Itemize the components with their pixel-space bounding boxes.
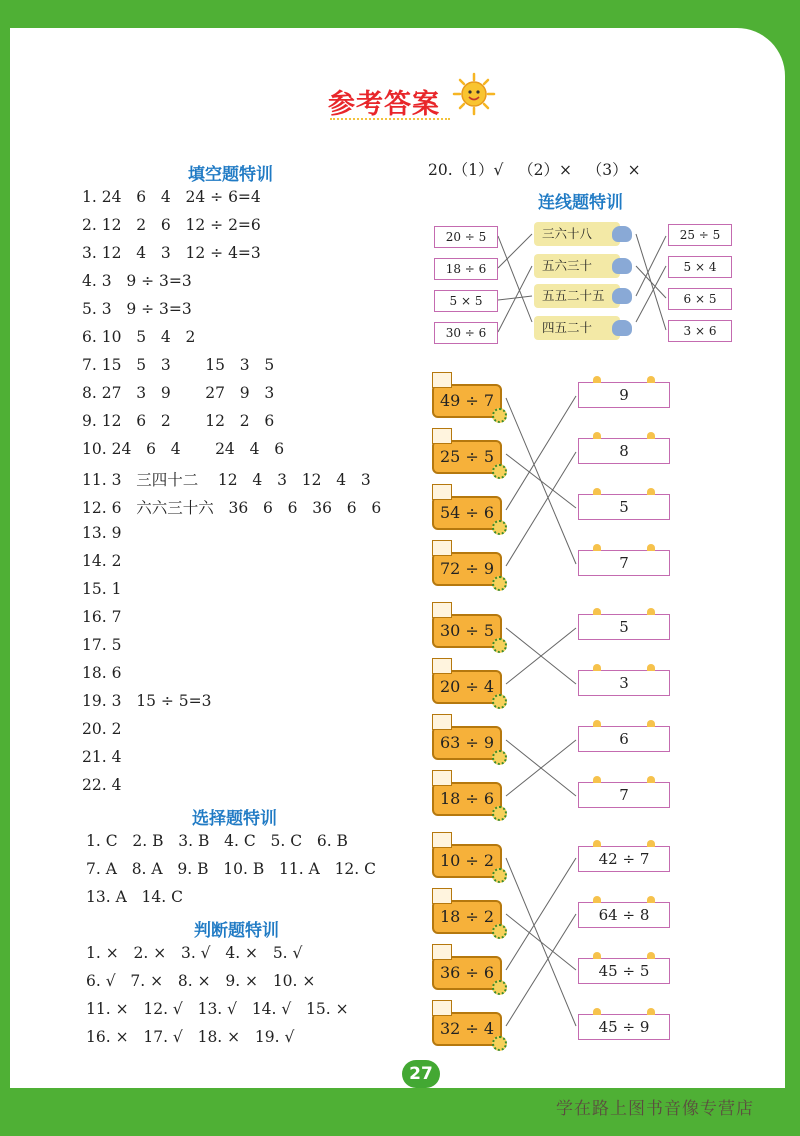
gear-icon	[492, 694, 507, 709]
choice-answers-row-3: 13. A 14. C	[86, 888, 183, 906]
division-card	[432, 900, 502, 934]
cat-tag-icon	[432, 888, 452, 904]
fill-answer-6: 6. 10 5 4 2	[82, 328, 196, 346]
ear-icon	[647, 1008, 655, 1015]
gear-icon	[492, 1036, 507, 1051]
page-title: 参考答案	[328, 89, 440, 120]
ear-icon	[593, 952, 601, 959]
ear-icon	[593, 488, 601, 495]
elephant-icon	[612, 320, 632, 336]
card-expression: 10 ÷ 2	[439, 851, 495, 870]
gear-icon	[492, 638, 507, 653]
ear-icon	[593, 376, 601, 383]
small-right-box-2: 5 × 4	[668, 256, 732, 278]
fill-answer-3: 3. 12 4 3 12 ÷ 4=3	[82, 244, 261, 262]
small-middle-box-4: 四五二十	[534, 316, 620, 340]
fill-answer-1: 1. 24 6 4 24 ÷ 6=4	[82, 188, 261, 206]
gear-icon	[492, 750, 507, 765]
division-card	[432, 1012, 502, 1046]
fill-answer-4: 4. 3 9 ÷ 3=3	[82, 272, 192, 290]
link-line	[498, 236, 532, 322]
answer-value: 7	[619, 786, 629, 804]
choice-answers-row-1: 1. C 2. B 3. B 4. C 5. C 6. B	[86, 832, 348, 850]
ear-icon	[593, 840, 601, 847]
small-middle-box-3: 五五二十五	[534, 284, 620, 308]
answer-box	[578, 382, 670, 408]
fill-answer-19: 19. 3 15 ÷ 5=3	[82, 692, 212, 710]
ear-icon	[647, 896, 655, 903]
division-card	[432, 496, 502, 530]
cat-tag-icon	[432, 540, 452, 556]
ear-icon	[647, 720, 655, 727]
ear-icon	[647, 776, 655, 783]
fill-answer-2: 2. 12 2 6 12 ÷ 2=6	[82, 216, 261, 234]
small-left-box-2: 18 ÷ 6	[434, 258, 498, 280]
answer-box	[578, 550, 670, 576]
judge-answers-row-1: 1. × 2. × 3. √ 4. × 5. √	[86, 944, 303, 962]
small-right-box-4: 3 × 6	[668, 320, 732, 342]
answer-value: 3	[619, 674, 629, 692]
card-expression: 49 ÷ 7	[439, 391, 495, 410]
division-card	[432, 782, 502, 816]
fill-answer-17: 17. 5	[82, 636, 122, 654]
fill-answer-14: 14. 2	[82, 552, 122, 570]
ear-icon	[593, 544, 601, 551]
link-line	[506, 914, 576, 1026]
section-choice-title: 选择题特训	[192, 809, 277, 829]
judge-answers-row-4: 16. × 17. √ 18. × 19. √	[86, 1028, 295, 1046]
card-expression: 36 ÷ 6	[439, 963, 495, 982]
ear-icon	[593, 432, 601, 439]
gear-icon	[492, 924, 507, 939]
fill-answer-18: 18. 6	[82, 664, 122, 682]
answer-box	[578, 438, 670, 464]
fill-answer-7: 7. 15 5 3 15 3 5	[82, 356, 275, 374]
fill-answer-8: 8. 27 3 9 27 9 3	[82, 384, 275, 402]
gear-icon	[492, 576, 507, 591]
division-card	[432, 552, 502, 586]
cat-tag-icon	[432, 428, 452, 444]
answer-box	[578, 1014, 670, 1040]
division-card	[432, 440, 502, 474]
division-card	[432, 844, 502, 878]
ear-icon	[647, 840, 655, 847]
cat-tag-icon	[432, 714, 452, 730]
answer-box	[578, 958, 670, 984]
answer-value: 8	[619, 442, 629, 460]
ear-icon	[647, 376, 655, 383]
answer-value: 5	[619, 618, 629, 636]
elephant-icon	[612, 288, 632, 304]
card-expression: 30 ÷ 5	[439, 621, 495, 640]
link-line	[506, 396, 576, 510]
gear-icon	[492, 980, 507, 995]
section-judge-title: 判断题特训	[194, 921, 279, 941]
link-line	[506, 452, 576, 566]
cat-tag-icon	[432, 770, 452, 786]
fill-answer-9: 9. 12 6 2 12 2 6	[82, 412, 275, 430]
ear-icon	[647, 608, 655, 615]
ear-icon	[593, 720, 601, 727]
ear-icon	[647, 544, 655, 551]
link-line	[506, 914, 576, 970]
link-line	[636, 266, 666, 322]
small-right-box-1: 25 ÷ 5	[668, 224, 732, 246]
small-left-box-3: 5 × 5	[434, 290, 498, 312]
elephant-icon	[612, 226, 632, 242]
cat-tag-icon	[432, 602, 452, 618]
ear-icon	[593, 896, 601, 903]
ear-icon	[647, 488, 655, 495]
answer-box	[578, 782, 670, 808]
ear-icon	[647, 432, 655, 439]
link-line	[506, 858, 576, 970]
card-expression: 25 ÷ 5	[439, 447, 495, 466]
fill-answer-21: 21. 4	[82, 748, 122, 766]
cat-tag-icon	[432, 484, 452, 500]
answer-box	[578, 494, 670, 520]
page-number: 27	[402, 1060, 440, 1088]
cat-tag-icon	[432, 944, 452, 960]
store-watermark: 学在路上图书音像专营店	[556, 1099, 754, 1119]
ear-icon	[647, 664, 655, 671]
answer-value: 64 ÷ 8	[598, 906, 650, 924]
ear-icon	[593, 1008, 601, 1015]
fill-answer-12: 12. 6 六六三十六 36 6 6 36 6 6	[82, 499, 382, 517]
link-line	[636, 236, 666, 296]
fill-answer-5: 5. 3 9 ÷ 3=3	[82, 300, 192, 318]
answer-value: 45 ÷ 9	[598, 1018, 650, 1036]
answer-box	[578, 614, 670, 640]
fill-answer-15: 15. 1	[82, 580, 122, 598]
answer-box	[578, 670, 670, 696]
division-card	[432, 956, 502, 990]
answer-value: 6	[619, 730, 629, 748]
division-card	[432, 670, 502, 704]
ear-icon	[647, 952, 655, 959]
answer-value: 42 ÷ 7	[598, 850, 650, 868]
gear-icon	[492, 408, 507, 423]
answer-box	[578, 902, 670, 928]
card-expression: 63 ÷ 9	[439, 733, 495, 752]
ear-icon	[593, 608, 601, 615]
fill-answer-13: 13. 9	[82, 524, 122, 542]
elephant-icon	[612, 258, 632, 274]
small-middle-box-2: 五六三十	[534, 254, 620, 278]
choice-answers-row-2: 7. A 8. A 9. B 10. B 11. A 12. C	[86, 860, 377, 878]
ear-icon	[593, 664, 601, 671]
division-card	[432, 384, 502, 418]
cat-tag-icon	[432, 1000, 452, 1016]
card-expression: 18 ÷ 6	[439, 789, 495, 808]
section-matching-title: 连线题特训	[538, 193, 623, 213]
small-left-box-4: 30 ÷ 6	[434, 322, 498, 344]
cat-tag-icon	[432, 658, 452, 674]
answer-value: 7	[619, 554, 629, 572]
answer-value: 5	[619, 498, 629, 516]
division-card	[432, 614, 502, 648]
judge-answers-row-3: 11. × 12. √ 13. √ 14. √ 15. ×	[86, 1000, 349, 1018]
card-expression: 54 ÷ 6	[439, 503, 495, 522]
answer-box	[578, 726, 670, 752]
answer-value: 45 ÷ 5	[598, 962, 650, 980]
fill-answer-20: 20. 2	[82, 720, 122, 738]
answer-box	[578, 846, 670, 872]
small-left-box-1: 20 ÷ 5	[434, 226, 498, 248]
fill-answer-16: 16. 7	[82, 608, 122, 626]
card-expression: 72 ÷ 9	[439, 559, 495, 578]
small-middle-box-1: 三六十八	[534, 222, 620, 246]
card-expression: 32 ÷ 4	[439, 1019, 495, 1038]
fill-answer-11: 11. 3 三四十二 12 4 3 12 4 3	[82, 471, 371, 489]
ear-icon	[593, 776, 601, 783]
gear-icon	[492, 806, 507, 821]
fill-answer-22: 22. 4	[82, 776, 122, 794]
gear-icon	[492, 464, 507, 479]
gear-icon	[492, 868, 507, 883]
cat-tag-icon	[432, 372, 452, 388]
gear-icon	[492, 520, 507, 535]
cat-tag-icon	[432, 832, 452, 848]
link-line	[506, 454, 576, 508]
section-fill-blank-title: 填空题特训	[188, 165, 273, 185]
division-card	[432, 726, 502, 760]
link-line	[498, 234, 532, 268]
small-right-box-3: 6 × 5	[668, 288, 732, 310]
card-expression: 18 ÷ 2	[439, 907, 495, 926]
judge-answers-row-2: 6. √ 7. × 8. × 9. × 10. ×	[86, 972, 316, 990]
judge-answer-20: 20.（1）√ （2）× （3）×	[428, 161, 641, 179]
card-expression: 20 ÷ 4	[439, 677, 495, 696]
fill-answer-10: 10. 24 6 4 24 4 6	[82, 440, 285, 458]
answer-value: 9	[619, 386, 629, 404]
